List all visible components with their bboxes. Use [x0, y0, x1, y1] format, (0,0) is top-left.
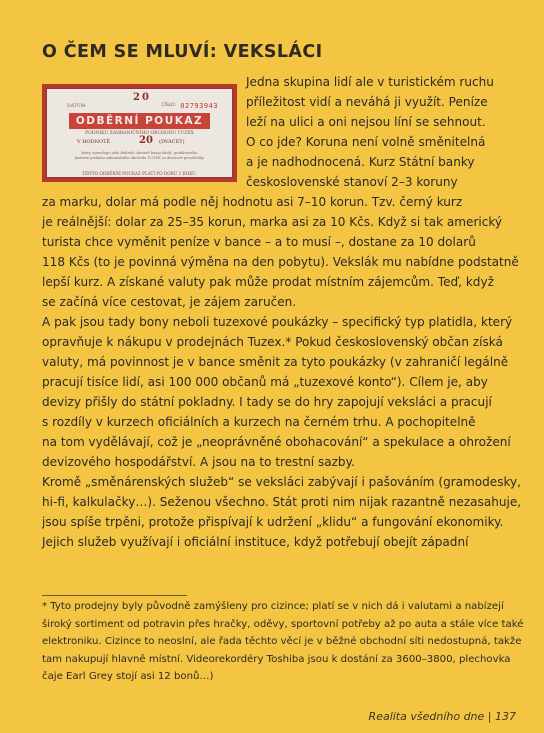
text-line: jsou spíše trpěni, protože přispívají k udržení „klidu“ a fungování ekonomiky. — [42, 515, 504, 529]
main-text — [42, 72, 522, 552]
text-line: opravňuje k nákupu v prodejnách Tuzex.* Pokud československý občan získá — [42, 335, 503, 349]
footnote — [42, 598, 524, 686]
footnote-line: čaje Earl Grey stojí asi 12 bonů…) — [42, 671, 214, 682]
text-line: O co jde? Koruna není volně směnitelná — [246, 135, 486, 149]
text-line: Jejich služeb využívají i oficiální instituce, když potřebují obejít západní — [42, 535, 469, 549]
text-line: turista chce vyměnit peníze v bance – a to musí –, dostane za 10 dolarů — [42, 235, 476, 249]
voucher-subtitle: PODNIKU ZAHRANIČNÍHO OBCHODU TUZEX — [85, 131, 194, 136]
text-line: 118 Kčs (to je povinná výměna na den pobytu). Vekslák mu nabídne podstatně — [42, 255, 519, 269]
text-line: je reálnější: dolar za 25–35 korun, marka asi za 10 Kčs. Když si tak americký — [42, 215, 503, 229]
footnote-line: široký sortiment od potravin přes hračky, oděvy, sportovní potřeby až po auta a stále více také — [42, 618, 524, 630]
text-line: s rozdíly v kurzech oficiálních a kurzech na černém trhu. A pochopitelně — [42, 415, 476, 429]
footnote-line: tam nakupují hlavně místní. Videorekordéry Toshiba jsou k dostání za 3600–3800, plechovka — [42, 653, 511, 665]
text-line: lepší kurz. A získané valuty pak může prodat místním zájemcům. Teď, když — [42, 275, 494, 289]
voucher-validity: TENTO ODBĚRNÍ POUKAZ PLATÍ PO DOBU 1 ROKU. — [82, 171, 197, 176]
voucher-serial-label: ČÍSLO: — [161, 103, 176, 108]
voucher-value-number: 20 — [139, 135, 153, 146]
voucher-serial: 02793943 — [180, 102, 218, 110]
voucher-fine-line-1: který opravňuje jeho držitele obratně koupi zboží, prodávaného — [81, 151, 198, 155]
text-line: na tom vydělávají, což je „neoprávněné obohacování“ a spekulace a ohrožení — [42, 435, 511, 449]
voucher-fine-line-2: jménem podniku zahraničního obchodu TUZEX za devizové prostředky. — [74, 156, 205, 160]
voucher-title: ODBĚRNÍ POUKAZ — [69, 113, 210, 129]
text-line: valuty, má povinnost je v bance směnit za tyto poukázky (v zahraničí legálně — [42, 355, 509, 369]
text-line: hi-fi, kalkulačky…). Seženou všechno. Stát proti nim nijak razantně nezasahuje, — [42, 495, 522, 509]
text-line: A pak jsou tady bony neboli tuzexové poukázky – specifický typ platidla, který — [42, 315, 513, 329]
text-line: leží na ulici a oni nejsou líní se sehnout. — [246, 115, 486, 129]
footnote-divider — [42, 595, 187, 596]
text-line: československé stanoví 2–3 koruny — [246, 175, 458, 189]
footnote-line: elektroniku. Cizince to neoslní, ale řada těchto věcí je v běžné obchodní síti nedostupná, takže — [42, 636, 522, 647]
text-line: se začíná více cestovat, je zájem zaručen. — [42, 295, 297, 309]
voucher-date-label: DATUM: — [67, 104, 87, 109]
text-line: a je nadhodnocená. Kurz Státní banky — [246, 155, 475, 169]
text-line: Kromě „směnárenských služeb“ se veksláci zabývají i pašováním (gramodesky, — [42, 475, 521, 489]
voucher-value-words: (DVACET) — [159, 139, 185, 145]
voucher-value-label: V HODNOTĚ — [77, 139, 111, 145]
text-line: za marku, dolar má podle něj hodnotu asi 7–10 korun. Tzv. černý kurz — [42, 195, 463, 209]
text-line: devizy přišly do státní pokladny. I tady se do hry zapojují veksláci a pracují — [42, 395, 492, 409]
page-footer: Realita všedního dne | 137 — [368, 710, 516, 723]
text-line: příležitost vidí a neváhá ji využít. Peníze — [246, 95, 488, 109]
footnote-line: * Tyto prodejny byly původně zamýšleny pro cizince; platí se v nich dá i valutami a nabízejí — [42, 601, 504, 612]
text-line: pracují tisíce lidí, asi 100 000 občanů má „tuzexové konto“). Cílem je, aby — [42, 375, 488, 389]
voucher-denomination: 20 — [133, 92, 151, 103]
text-line: devizového hospodářství. A jsou na to trestní sazby. — [42, 455, 355, 469]
text-line: Jedna skupina lidí ale v turistickém ruchu — [246, 75, 494, 89]
section-heading: O ČEM SE MLUVÍ: VEKSLÁCI — [42, 42, 323, 62]
